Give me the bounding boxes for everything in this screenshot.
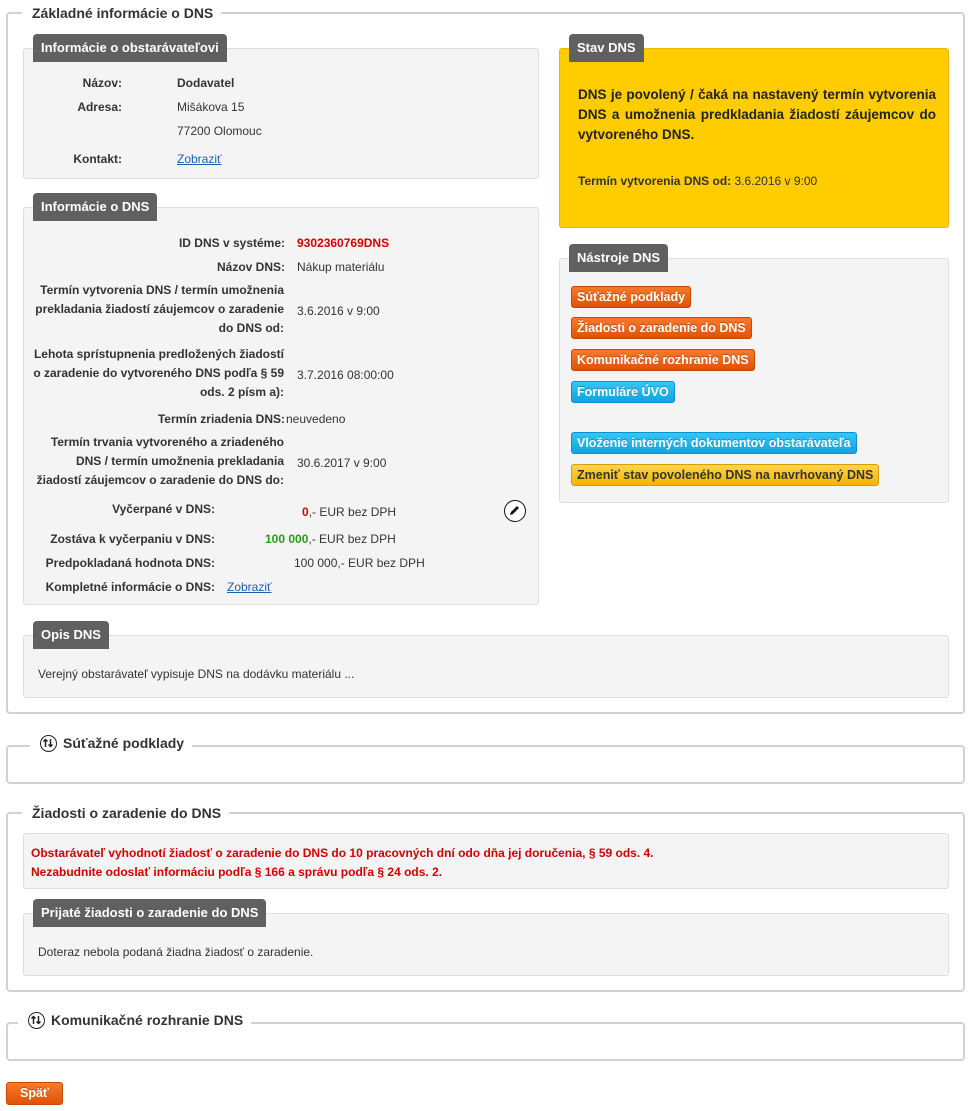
buyer-name-value: Dodavatel	[177, 76, 235, 90]
buyer-contact-label: Kontakt:	[73, 152, 122, 166]
dns-name-label: Názov DNS:	[216, 260, 285, 274]
dns-deadline-label: Lehota sprístupnenia predložených žiadostí o zaradenie do vytvoreného DNS podľa § 59 ods. 2 písm a):	[33, 347, 284, 399]
received-requests-text: Doteraz nebola podaná žiadna žiadosť o zaradenie.	[38, 945, 314, 959]
dns-info-title: Informácie o DNS	[33, 193, 157, 221]
expand-toggle-icon[interactable]	[40, 735, 57, 752]
basic-info-fieldset	[6, 5, 965, 714]
tender-docs-button[interactable]: Súťažné podklady	[571, 286, 691, 308]
dns-remaining-suffix: ,- EUR bez DPH	[308, 532, 396, 546]
dns-status-date-label: Termín vytvorenia DNS od:	[578, 174, 732, 188]
requests-notice-panel	[23, 833, 949, 889]
received-requests-title: Prijaté žiadosti o zaradenie do DNS	[33, 899, 266, 927]
dns-used-suffix: ,- EUR bez DPH	[308, 505, 397, 519]
change-status-button[interactable]: Zmeniť stav povoleného DNS na navrhovaný DNS	[571, 464, 879, 486]
dns-creation-value: 3.6.2016 v 9:00	[297, 304, 380, 318]
buyer-address-line1: Mišákova 15	[177, 100, 245, 114]
dns-status-title: Stav DNS	[569, 34, 644, 62]
internal-docs-button[interactable]: Vloženie interných dokumentov obstarávateľa	[571, 432, 857, 454]
expand-toggle-icon[interactable]	[28, 1012, 45, 1029]
communication-button[interactable]: Komunikačné rozhranie DNS	[571, 349, 755, 371]
dns-full-info-label: Kompletné informácie o DNS:	[45, 580, 215, 594]
basic-info-legend: Základné informácie o DNS	[22, 5, 221, 22]
dns-duration-value: 30.6.2017 v 9:00	[297, 456, 387, 470]
dns-status-message: DNS je povolený / čaká na nastavený termín vytvorenia DNS a umožnenia predkladania žiadostí záujemcov do vytvoreného DNS.	[578, 87, 936, 142]
dns-status-panel	[559, 40, 949, 228]
tender-docs-legend-text: Súťažné podklady	[63, 735, 185, 751]
dns-status-date-value: 3.6.2016 v 9:00	[734, 174, 818, 188]
dns-creation-label: Termín vytvorenia DNS / termín umožnenia prekladania žiadostí záujemcov o zaradenie do DNS od:	[35, 283, 284, 335]
tender-docs-fieldset	[6, 735, 965, 784]
dns-description-panel	[23, 627, 949, 698]
buyer-contact-link[interactable]: Zobraziť	[177, 152, 222, 166]
dns-status-date	[578, 174, 817, 188]
pencil-icon[interactable]	[504, 500, 526, 522]
dns-estimated-label: Predpokladaná hodnota DNS:	[45, 556, 215, 570]
back-button[interactable]: Späť	[6, 1082, 63, 1105]
dns-estimated-value: 100 000,- EUR bez DPH	[294, 556, 425, 570]
forms-button[interactable]: Formuláre ÚVO	[571, 381, 675, 403]
buyer-info-panel	[23, 40, 539, 179]
dns-deadline-value: 3.7.2016 08:00:00	[297, 368, 394, 382]
requests-button[interactable]: Žiadosti o zaradenie do DNS	[571, 317, 752, 339]
buyer-address-line2: 77200 Olomouc	[177, 124, 262, 138]
received-requests-panel	[23, 905, 949, 976]
communication-legend-text: Komunikačné rozhranie DNS	[51, 1012, 244, 1028]
dns-used-amount: 0	[302, 505, 309, 519]
dns-establish-label: Termín zriadenia DNS:	[157, 412, 285, 426]
dns-used-value	[302, 505, 396, 519]
dns-used-label: Vyčerpané v DNS:	[112, 502, 215, 516]
dns-id-label: ID DNS v systéme:	[178, 236, 285, 250]
requests-notice-line2: Nezabudnite odoslať informáciu podľa § 166 a správu podľa § 24 ods. 2.	[31, 865, 443, 879]
buyer-info-title: Informácie o obstarávateľovi	[33, 34, 227, 62]
requests-legend: Žiadosti o zaradenie do DNS	[22, 805, 229, 822]
buyer-address-label: Adresa:	[77, 100, 122, 114]
dns-description-title: Opis DNS	[33, 621, 109, 649]
dns-description-text: Verejný obstarávateľ vypisuje DNS na dodávku materiálu ...	[38, 667, 355, 681]
dns-tools-panel	[559, 250, 949, 503]
requests-fieldset	[6, 805, 965, 992]
dns-remaining-value	[265, 532, 396, 546]
requests-notice-line1: Obstarávateľ vyhodnotí žiadosť o zaradenie do DNS do 10 pracovných dní odo dňa jej doručenia, § 59 ods. 4.	[31, 846, 654, 860]
dns-remaining-label: Zostáva k vyčerpaniu v DNS:	[50, 532, 215, 546]
dns-establish-value: neuvedeno	[286, 412, 346, 426]
dns-duration-label: Termín trvania vytvoreného a zriadeného DNS / termín umožnenia prekladania žiadostí záujemcov o zaradenie do DNS do:	[36, 435, 284, 487]
dns-info-panel	[23, 199, 539, 605]
dns-tools-title: Nástroje DNS	[569, 244, 668, 272]
dns-full-info-link[interactable]: Zobraziť	[227, 580, 272, 594]
communication-legend	[18, 1012, 251, 1029]
dns-remaining-amount: 100 000	[265, 532, 309, 546]
tender-docs-legend	[30, 735, 192, 752]
communication-fieldset	[6, 1012, 965, 1061]
dns-name-value: Nákup materiálu	[297, 260, 385, 274]
dns-id-value: 9302360769DNS	[297, 236, 390, 250]
buyer-name-label: Názov:	[82, 76, 122, 90]
